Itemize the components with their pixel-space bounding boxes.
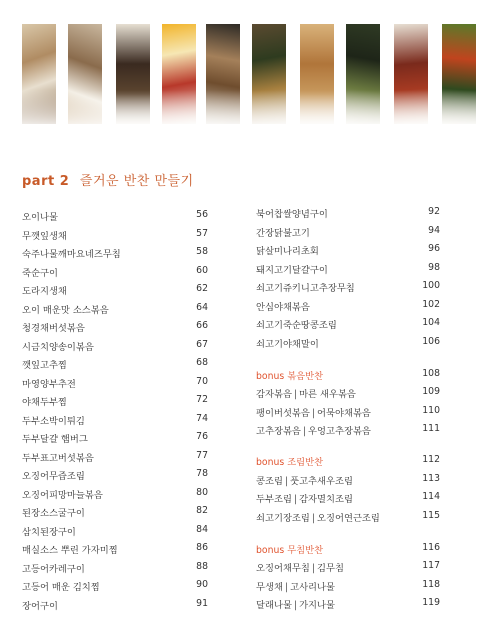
entry-page: 56 [196,209,208,220]
bonus-title [256,368,323,382]
entry-page: 112 [422,454,440,465]
item-b: 오징어연근조림 [317,513,380,524]
bonus-label: 무침반찬 [287,545,324,556]
entry-page: 76 [196,431,208,442]
item-a: 무생채 [256,582,283,593]
entry-page: 82 [196,505,208,516]
entry-name [256,579,335,593]
item-b: 마른 새우볶음 [299,389,356,400]
entry-page: 57 [196,228,208,239]
entry-page: 62 [196,283,208,294]
entry-page: 94 [428,225,440,236]
entry-name: 숙주나물깨마요네즈무침 [22,249,121,260]
bonus-word: bonus [256,371,285,382]
entry-page: 66 [196,320,208,331]
bonus-word: bonus [256,457,285,468]
entry-name: 무깻잎생채 [22,231,67,242]
separator: | [284,582,289,593]
entry-name: 북어찹쌀양념구이 [256,209,328,220]
entry-name: 쇠고기야채말이 [256,339,319,350]
bonus-word: bonus [256,545,285,556]
entry-page: 92 [428,206,440,217]
entry-name: 두부소박이튀김 [22,416,85,427]
entry-name [256,560,344,574]
entry-name: 깻잎고추찜 [22,360,67,371]
entry-page: 111 [422,423,440,434]
separator: | [293,600,298,611]
entry-name: 매실소스 뿌린 가자미찜 [22,545,118,556]
entry-page: 77 [196,450,208,461]
entry-page: 100 [422,280,440,291]
entry-name: 두부달걀 햄버그 [22,434,88,445]
entry-name: 고등어카레구이 [22,564,85,575]
entry-name: 쇠고기죽순땅콩조림 [256,320,337,331]
entry-name: 야채두부찜 [22,397,67,408]
entry-page: 113 [422,473,440,484]
entry-name: 시금치양송이볶음 [22,342,94,353]
entry-name: 마영양부추전 [22,379,76,390]
separator: | [311,563,316,574]
entry-page: 84 [196,524,208,535]
entry-page: 102 [422,299,440,310]
entry-name: 장어구이 [22,601,58,612]
entry-page: 116 [422,542,440,553]
separator: | [284,476,289,487]
separator: | [311,513,316,524]
entry-name: 삼치된장구이 [22,527,76,538]
entry-page: 67 [196,339,208,350]
entry-page: 118 [422,579,440,590]
entry-page: 106 [422,336,440,347]
item-a: 쇠고기장조림 [256,513,310,524]
entry-name: 도라지생채 [22,286,67,297]
part-title: 즐거운 반찬 만들기 [79,174,194,189]
entry-name: 안심야채볶음 [256,302,310,313]
entry-name: 청경채버섯볶음 [22,323,85,334]
entry-page: 110 [422,405,440,416]
entry-name: 오징어피망마늘볶음 [22,490,103,501]
part-number: part 2 [22,174,70,189]
separator: | [293,389,298,400]
item-b: 감자멸치조림 [299,494,353,505]
item-b: 우엉고추장볶음 [308,426,371,437]
entry-page: 80 [196,487,208,498]
separator: | [302,426,307,437]
entry-name [256,386,356,400]
entry-page: 115 [422,510,440,521]
entry-name: 돼지고기달걀구이 [256,265,328,276]
item-a: 고추장볶음 [256,426,301,437]
entry-name: 죽순구이 [22,268,58,279]
separator: | [311,408,316,419]
entry-name: 쇠고기쥬키니고추장무침 [256,283,355,294]
entry-name: 된장소스굴구이 [22,508,85,519]
entry-page: 96 [428,243,440,254]
entry-page: 64 [196,302,208,313]
entry-name: 두부표고버섯볶음 [22,453,94,464]
entry-name: 고등어 매운 김치찜 [22,582,100,593]
bonus-title [256,454,323,468]
item-a: 팽이버섯볶음 [256,408,310,419]
entry-name [256,473,353,487]
entry-name: 닭살미나리초회 [256,246,319,257]
item-b: 김무침 [317,563,344,574]
entry-name: 오이 매운맛 소스볶음 [22,305,109,316]
entry-page: 88 [196,561,208,572]
entry-page: 86 [196,542,208,553]
entry-page: 74 [196,413,208,424]
entry-name [256,405,371,419]
entry-page: 90 [196,579,208,590]
entry-page: 109 [422,386,440,397]
entry-page: 70 [196,376,208,387]
bonus-label: 조림반찬 [287,457,324,468]
entry-page: 119 [422,597,440,608]
entry-page: 58 [196,246,208,257]
bonus-title [256,542,323,556]
item-a: 콩조림 [256,476,283,487]
entry-name [256,510,380,524]
item-a: 달래나물 [256,600,292,611]
entry-name [256,491,353,505]
bonus-label: 볶음반찬 [287,371,324,382]
entry-page: 91 [196,598,208,609]
entry-name [256,423,371,437]
item-a: 두부조림 [256,494,292,505]
entry-page: 68 [196,357,208,368]
entry-page: 72 [196,394,208,405]
entry-page: 104 [422,317,440,328]
entry-page: 108 [422,368,440,379]
item-b: 가지나물 [299,600,336,611]
item-a: 오징어채무침 [256,563,310,574]
entry-name: 간장닭불고기 [256,228,310,239]
entry-name: 오이나물 [22,212,58,223]
entry-page: 98 [428,262,440,273]
entry-name [256,597,335,611]
item-a: 감자볶음 [256,389,292,400]
entry-name: 오징어무즙조림 [22,471,85,482]
item-b: 풋고추새우조림 [290,476,353,487]
item-b: 고사리나물 [290,582,335,593]
separator: | [293,494,298,505]
entry-page: 114 [422,491,440,502]
entry-page: 60 [196,265,208,276]
entry-page: 117 [422,560,440,571]
entry-page: 78 [196,468,208,479]
item-b: 어묵야채볶음 [317,408,371,419]
